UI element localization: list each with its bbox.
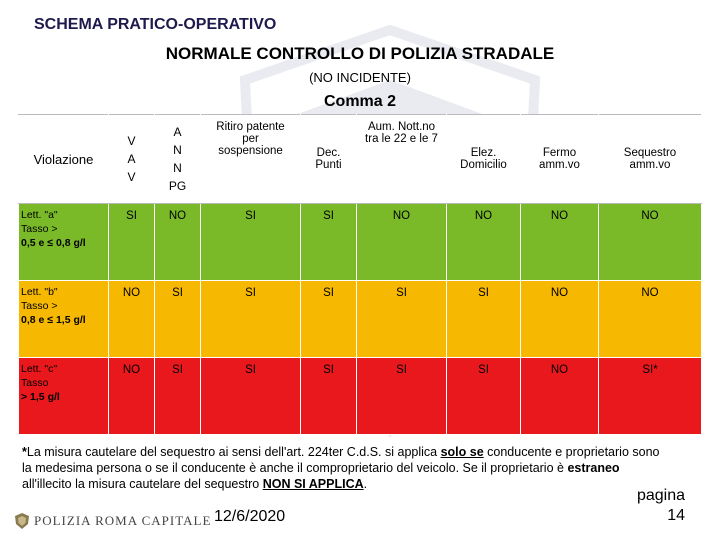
header-violazione: Violazione (19, 115, 109, 204)
cell-ritiro: SI (201, 358, 301, 435)
cell-fermo: NO (521, 281, 599, 358)
cell-elez: SI (447, 358, 521, 435)
header-aum: Aum. Nott.no tra le 22 e le 7 (357, 115, 447, 204)
header-vav: V A V (109, 115, 155, 204)
row-label: Lett. "a" Tasso > 0,5 e ≤ 0,8 g/l (19, 204, 109, 281)
context-note: (NO INCIDENTE) (309, 70, 411, 85)
police-badge-icon (14, 512, 30, 530)
cell-sequestro: NO (599, 204, 702, 281)
cell-dec: SI (301, 204, 357, 281)
comma-heading: Comma 2 (323, 93, 397, 110)
cell-annpg: NO (155, 204, 201, 281)
cell-fermo: NO (521, 204, 599, 281)
table-row-lett-b (19, 281, 702, 358)
cell-elez: NO (447, 204, 521, 281)
page-number-block (630, 486, 685, 526)
table-header-row (19, 115, 702, 204)
cell-annpg: SI (155, 358, 201, 435)
header-annpg: A N N PG (155, 115, 201, 204)
cell-annpg: SI (155, 281, 201, 358)
cell-aum: SI (357, 281, 447, 358)
header-ritiro: Ritiro patente per sospensione (201, 115, 301, 204)
table-row-lett-c (19, 358, 702, 435)
cell-dec: SI (301, 281, 357, 358)
cell-sequestro: NO (599, 281, 702, 358)
cell-ritiro: SI (201, 281, 301, 358)
header-fermo: Fermo amm.vo (521, 115, 599, 204)
page-label: pagina (636, 487, 685, 504)
polizia-logo (14, 512, 211, 530)
cell-vav: SI (109, 204, 155, 281)
row-label: Lett. "b" Tasso > 0,8 e ≤ 1,5 g/l (19, 281, 109, 358)
cell-fermo: NO (521, 358, 599, 435)
header-dec: Dec. Punti (301, 115, 357, 204)
cell-elez: SI (447, 281, 521, 358)
cell-aum: NO (357, 204, 447, 281)
cell-dec: SI (301, 358, 357, 435)
sanctions-table (18, 114, 702, 435)
cell-aum: SI (357, 358, 447, 435)
cell-vav: NO (109, 281, 155, 358)
cell-vav: NO (109, 358, 155, 435)
row-label: Lett. "c" Tasso > 1,5 g/l (19, 358, 109, 435)
footnote: *La misura cautelare del sequestro ai sensi dell'art. 224ter C.d.S. si applica solo se conducente e proprietario sono la medesima persona o se il conducente è anche il comproprietario del veicolo. Se il proprietario è estraneo all'illecito la misura cautelare del sequestro NON SI APPLICA. (22, 445, 660, 491)
page-subtitle: NORMALE CONTROLLO DI POLIZIA STRADALE (165, 44, 555, 63)
cell-ritiro: SI (201, 204, 301, 281)
page-title: SCHEMA PRATICO-OPERATIVO (34, 16, 277, 33)
table-row-lett-a (19, 204, 702, 281)
logo-text: POLIZIA ROMA CAPITALE (34, 513, 212, 528)
footer-date: 12/6/2020 (214, 508, 286, 525)
header-sequestro: Sequestro amm.vo (599, 115, 702, 204)
cell-sequestro: SI* (599, 358, 702, 435)
header-elez: Elez. Domicilio (447, 115, 521, 204)
page-number: 14 (667, 507, 685, 524)
